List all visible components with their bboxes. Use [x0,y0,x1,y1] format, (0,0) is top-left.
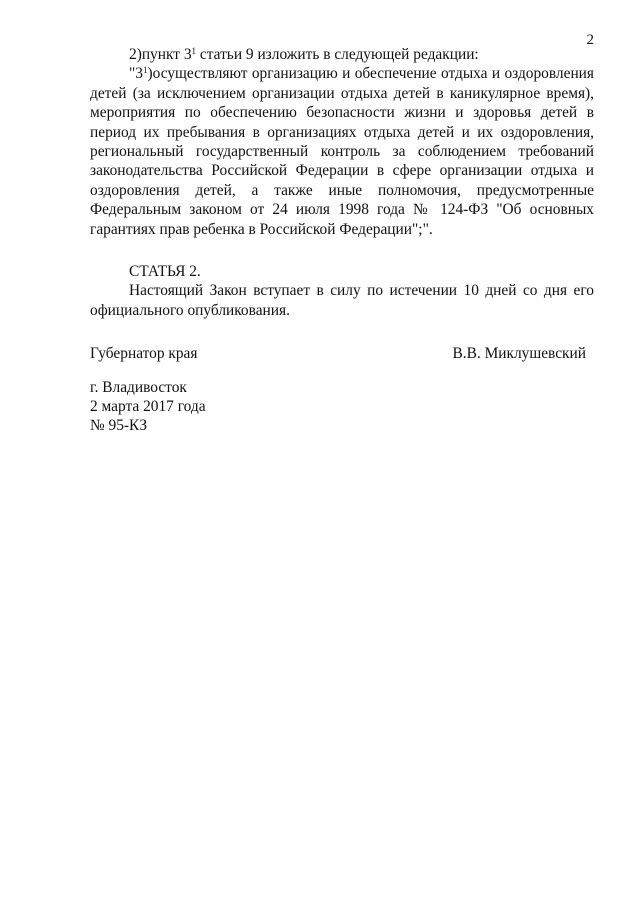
paragraph-gap [90,239,594,262]
amendment-item [90,64,594,239]
issue-city: г. Владивосток [90,379,187,396]
amendment-item-superscript: 1 [142,65,148,76]
article-text: Настоящий Закон вступает в силу по истечении 10 дней со дня его официального опубликования. [90,282,594,319]
signatory-name: В.В. Миклушевский [452,345,586,362]
amendment-item-quote: "3 [129,65,143,83]
issue-details [90,378,206,435]
article-heading: СТАТЬЯ 2. [129,263,201,281]
signature-block [90,344,586,363]
issue-number: № 95-КЗ [90,417,148,434]
amendment-intro-start: 2)пункт 3 [129,46,192,63]
page-number: 2 [586,32,594,48]
document-body [90,45,594,320]
amendment-intro [90,45,594,64]
amendment-item-text: )осуществляют организацию и обеспечение отдыха и оздоровления детей (за исключением организации отдыха детей в каникулярное время), мероприятия по обеспечению безопасности жизни и здоровья детей в период их пребывания в организациях отдыха детей и их оздоровления, региональный государственный контроль за соблюдением требований законодательства Российской Федерации в сфере организации отдыха и оздоровления детей, а также иные полномочия, предусмотренные Федеральным законом от 24 июля 1998 года № 124-ФЗ "Об основных гарантиях прав ребенка в Российской Федерации";". [90,65,594,238]
issue-date: 2 марта 2017 года [90,398,206,415]
amendment-intro-superscript: 1 [191,45,197,56]
signatory-title: Губернатор края [90,345,198,362]
amendment-intro-end: статьи 9 изложить в следующей редакции: [196,46,479,63]
